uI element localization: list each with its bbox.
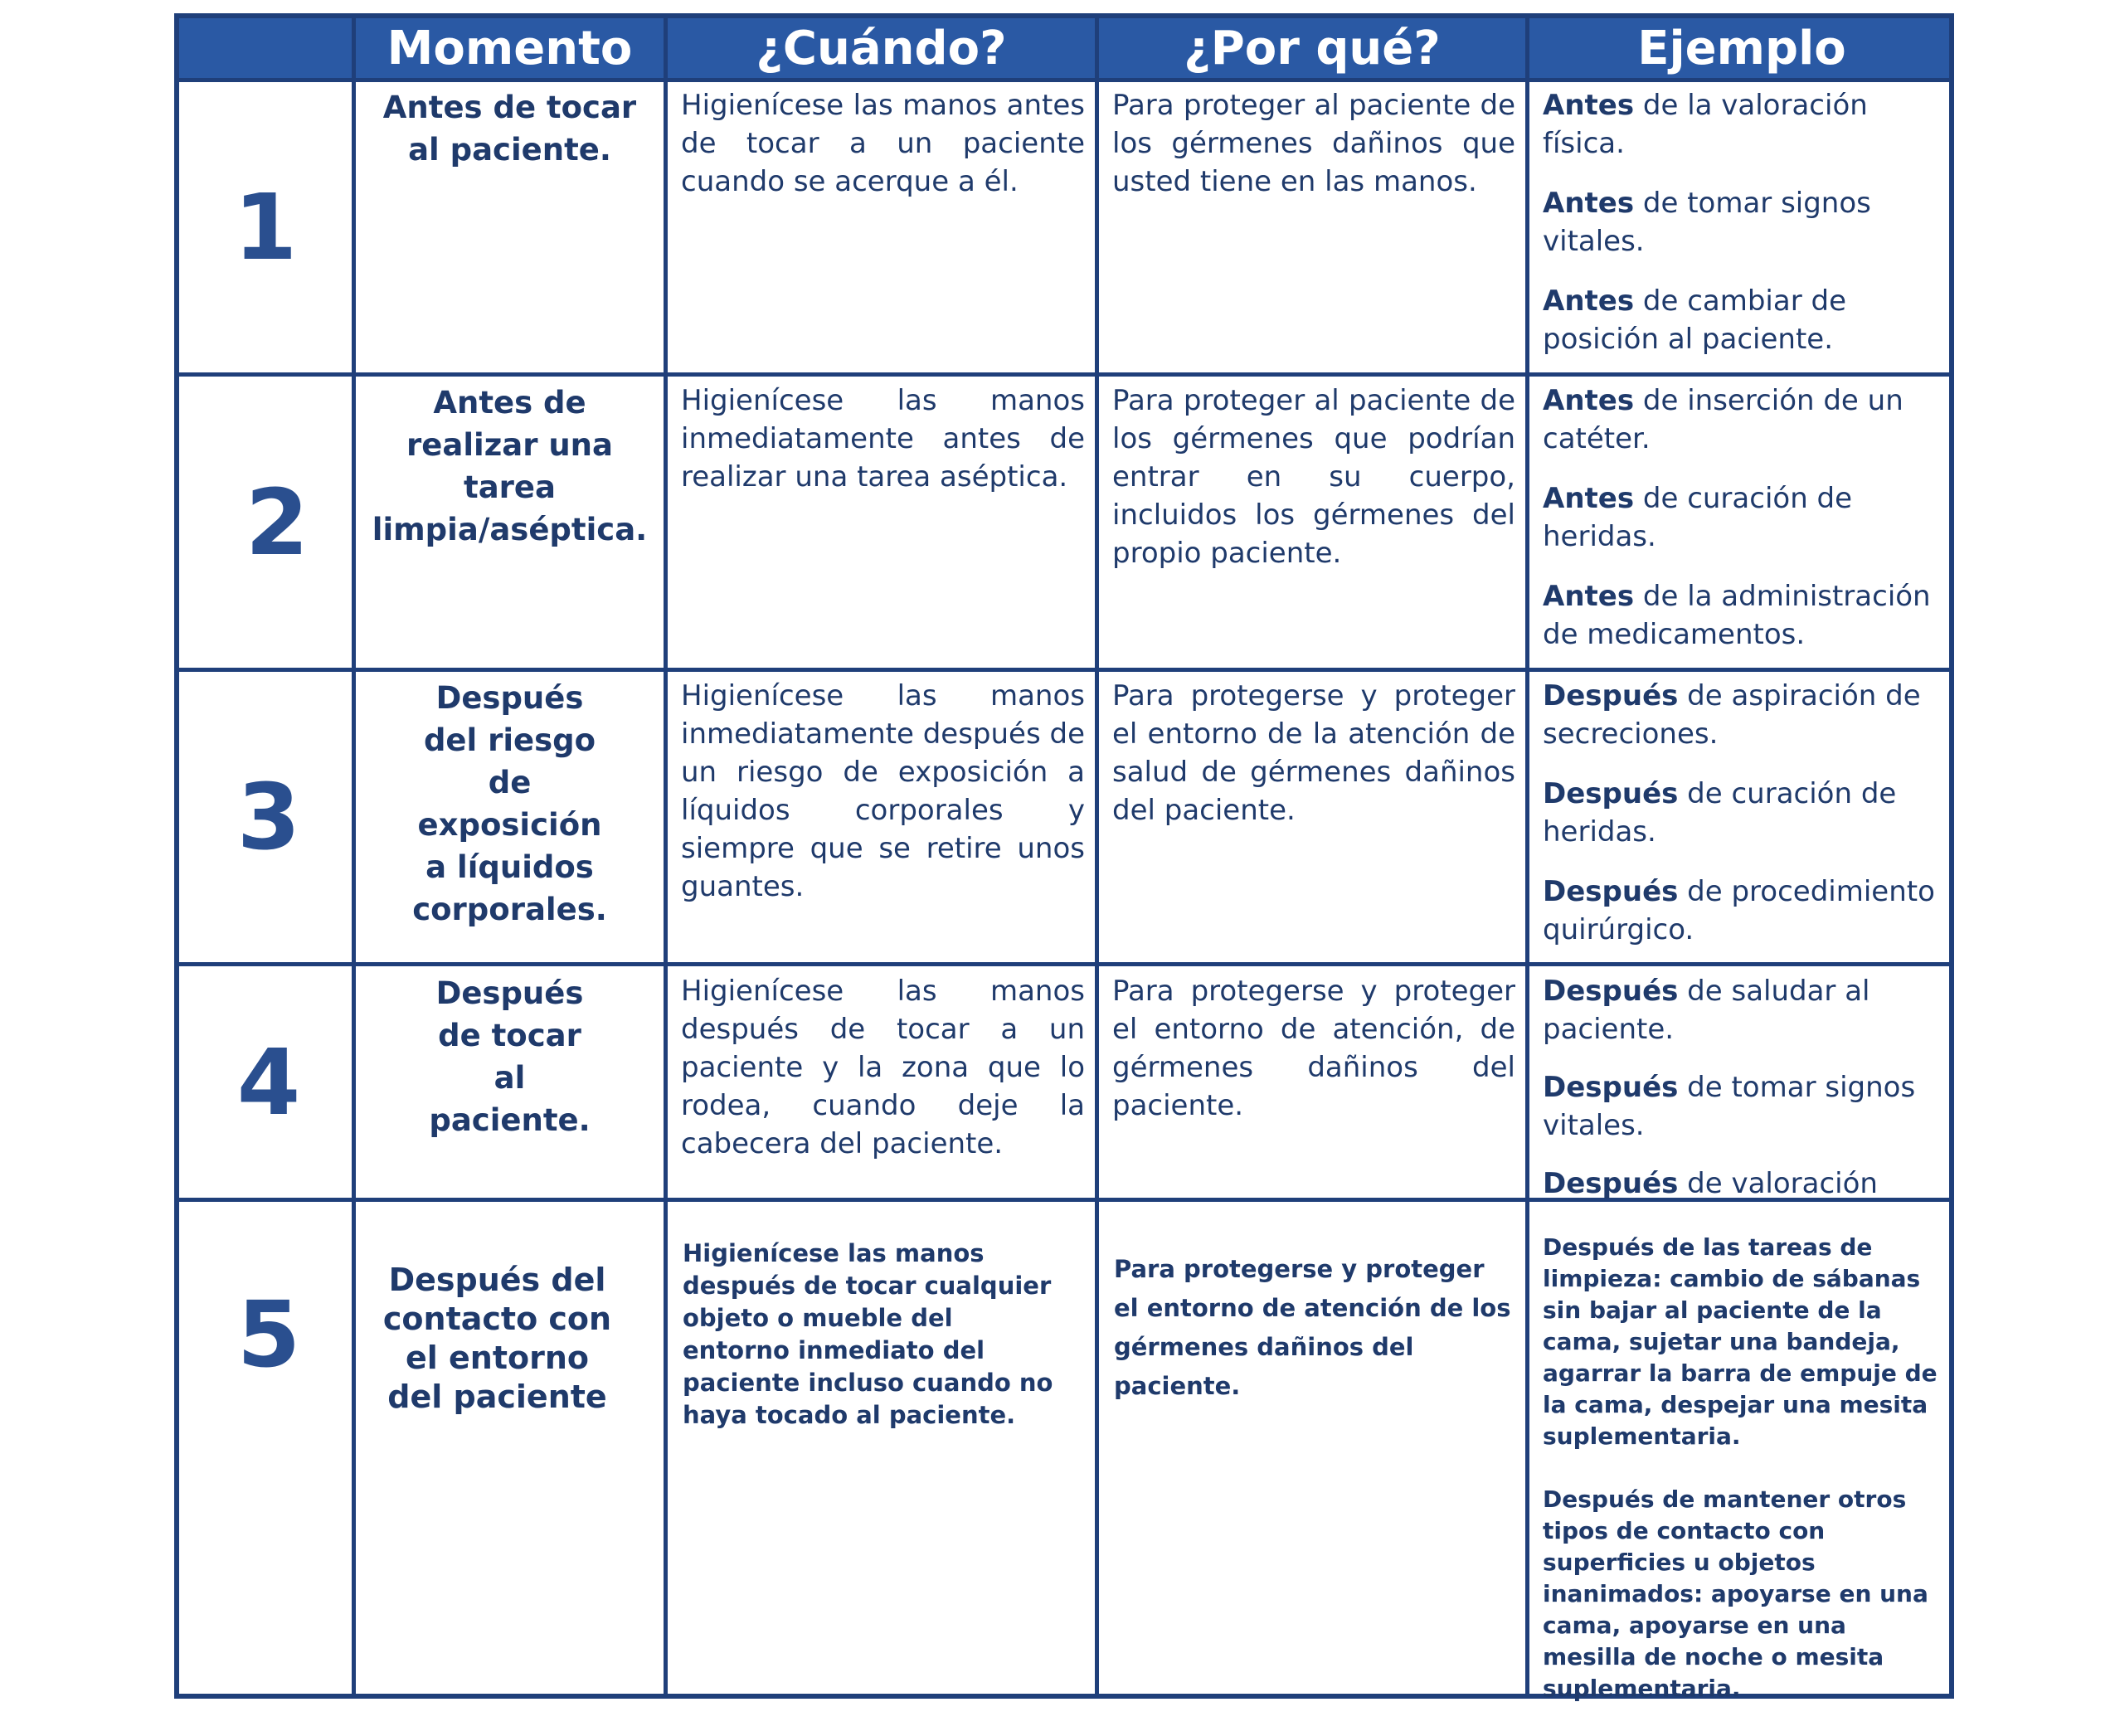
row-number: 5 bbox=[236, 1281, 301, 1388]
header-por-que: ¿Por qué? bbox=[1184, 21, 1441, 75]
examples bbox=[1529, 1232, 1954, 1736]
row-divider bbox=[179, 372, 1949, 377]
moment-label: Después del contacto con el entorno del paciente bbox=[382, 1262, 612, 1415]
row-number: 2 bbox=[245, 469, 309, 576]
when-text: Higienícese las manos después de tocar a un paciente y la zona que lo rodea, cuando deje la cabecera del paciente. bbox=[681, 975, 1085, 1160]
why-text: Para protegerse y proteger el entorno de atención de los gérmenes dañinos del paciente. bbox=[1114, 1255, 1511, 1400]
col-divider bbox=[1095, 18, 1099, 1694]
when-text: Higienícese las manos antes de tocar a un paciente cuando se acerque a él. bbox=[681, 89, 1085, 198]
moment-label: Después del riesgo de exposición a líquidos corporales. bbox=[412, 680, 607, 927]
example-item: Antes de la valoración física. bbox=[1543, 89, 1868, 160]
example-item: Antes de inserción de un catéter. bbox=[1543, 384, 1904, 455]
row-number: 4 bbox=[236, 1028, 301, 1135]
example-item: Antes de cambiar de posición al paciente. bbox=[1543, 284, 1846, 356]
examples bbox=[1529, 677, 1954, 949]
row-number: 3 bbox=[236, 764, 301, 870]
moment-label: Antes de realizar una tarea limpia/aséptica. bbox=[372, 385, 648, 547]
example-item: Después de curación de heridas. bbox=[1543, 777, 1897, 849]
moment-label: Antes de tocar al paciente. bbox=[382, 90, 637, 168]
row-divider bbox=[179, 668, 1949, 672]
examples bbox=[1529, 972, 1954, 1203]
row-divider bbox=[179, 78, 1949, 82]
row-divider bbox=[179, 962, 1949, 966]
example-item: Antes de la administración de medicamentos. bbox=[1543, 580, 1931, 651]
why-text: Para protegerse y proteger el entorno de la atención de salud de gérmenes dañinos del paciente. bbox=[1112, 679, 1515, 827]
example-item: Después de tomar signos vitales. bbox=[1543, 1071, 1916, 1142]
why-text: Para protegerse y proteger el entorno de atención, de gérmenes dañinos del paciente. bbox=[1112, 975, 1515, 1122]
when-text: Higienícese las manos después de tocar cualquier objeto o mueble del entorno inmediato del paciente incluso cuando no haya tocado al paciente. bbox=[683, 1239, 1053, 1429]
example-item: Después de mantener otros tipos de contacto con superficies u objetos inanimados: apoyarse en una cama, apoyarse en una mesilla de noche o mesita suplementaria. bbox=[1543, 1486, 1928, 1702]
header-ejemplo: Ejemplo bbox=[1637, 21, 1846, 75]
hand-hygiene-table bbox=[174, 13, 1954, 1702]
header-number bbox=[179, 18, 352, 78]
example-item: Después de procedimiento quirúrgico. bbox=[1543, 875, 1935, 946]
example-item: Después de las tareas de limpieza: cambio de sábanas sin bajar al paciente de la cama, sujetar una bandeja, agarrar la barra de empuje de la cama, despejar una mesita suplementaria. bbox=[1543, 1233, 1938, 1450]
why-text: Para proteger al paciente de los gérmenes dañinos que usted tiene en las manos. bbox=[1112, 89, 1515, 198]
when-text: Higienícese las manos inmediatamente antes de realizar una tarea aséptica. bbox=[681, 384, 1085, 494]
example-item: Después de valoración bbox=[1543, 1167, 1878, 1200]
example-item: Antes de tomar signos vitales. bbox=[1543, 187, 1871, 258]
examples bbox=[1529, 86, 1954, 358]
row-number: 1 bbox=[233, 174, 298, 280]
moment-label: Después de tocar al paciente. bbox=[429, 975, 591, 1138]
header-cuando: ¿Cuándo? bbox=[756, 21, 1007, 75]
when-text: Higienícese las manos inmediatamente después de un riesgo de exposición a líquidos corporales y siempre que se retire unos guantes. bbox=[681, 679, 1085, 903]
example-item: Antes de curación de heridas. bbox=[1543, 482, 1853, 553]
examples bbox=[1529, 382, 1954, 654]
header-momento: Momento bbox=[387, 21, 633, 75]
example-item: Después de aspiración de secreciones. bbox=[1543, 679, 1921, 751]
example-item: Después de saludar al paciente. bbox=[1543, 975, 1870, 1046]
why-text: Para proteger al paciente de los gérmenes que podrían entrar en su cuerpo, incluidos los gérmenes del propio paciente. bbox=[1112, 384, 1515, 570]
